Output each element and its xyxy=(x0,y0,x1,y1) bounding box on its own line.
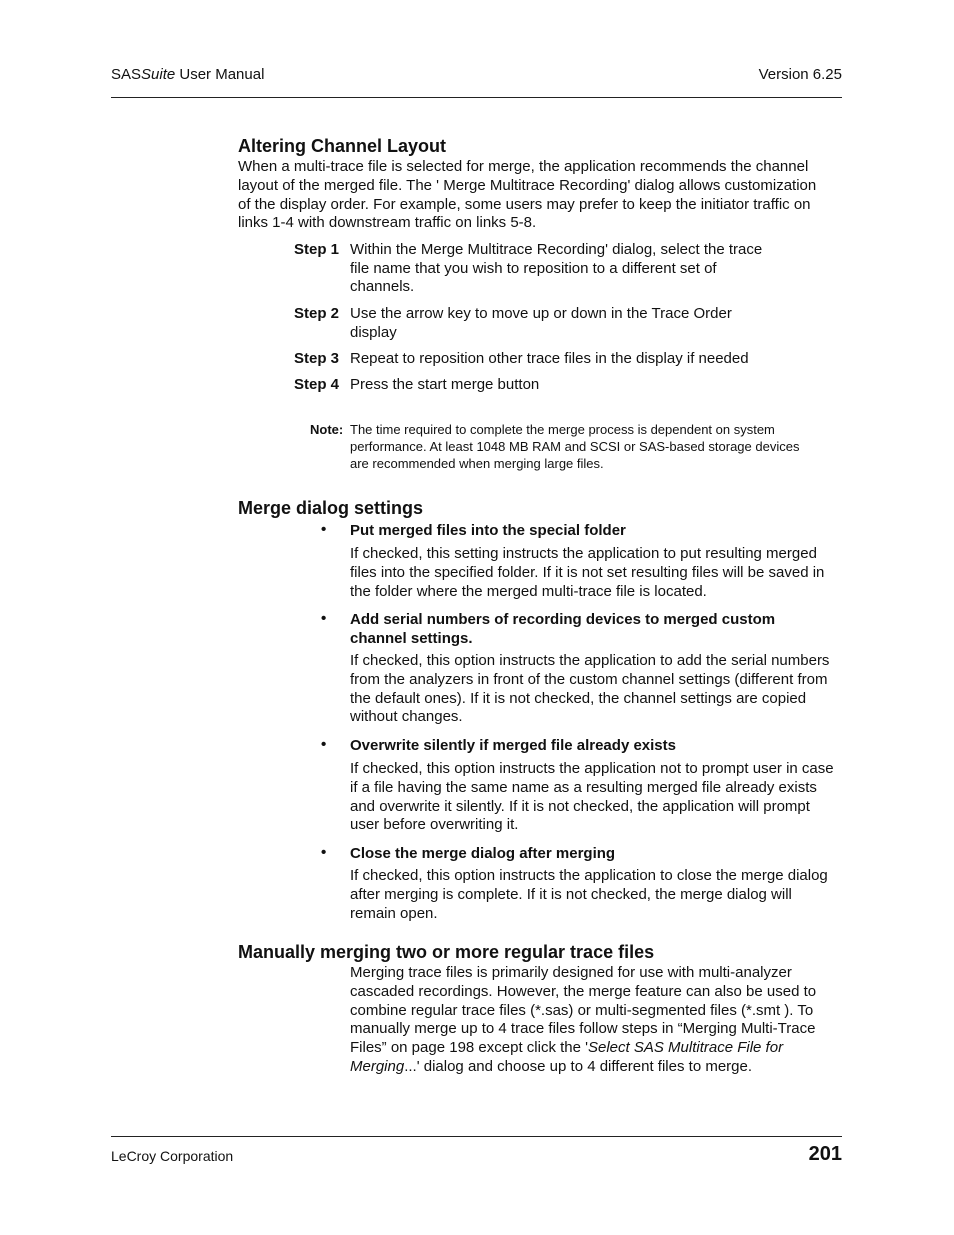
setting-description-line: If checked, this option instructs the application to close the merge dialog xyxy=(350,867,828,884)
manual-title xyxy=(111,66,264,83)
setting-title-line: Overwrite silently if merged file already exists xyxy=(350,737,676,754)
bullet-marker: • xyxy=(321,521,327,538)
dialog-name-italic: Merging xyxy=(350,1057,405,1075)
setting-description-line: user before overwriting it. xyxy=(350,816,519,834)
step-label: Step 2 xyxy=(294,305,340,322)
setting-description-line: without changes. xyxy=(350,708,463,726)
step-text xyxy=(350,241,762,297)
setting-description xyxy=(350,867,842,923)
setting-title xyxy=(350,844,615,863)
altering-intro xyxy=(238,158,842,233)
manual-merge-line xyxy=(350,1039,842,1058)
setting-title-line: Add serial numbers of recording devices to merged custom xyxy=(350,611,776,628)
altering-intro-line: links 1-4 with downstream traffic on links 5-8. xyxy=(238,214,537,232)
manual-title-suffix: User Manual xyxy=(175,66,265,83)
note-text-line: are recommended when merging large files. xyxy=(350,456,604,471)
setting-description-line: remain open. xyxy=(350,904,438,922)
setting-title xyxy=(350,521,626,540)
step-text-line: file name that you wish to reposition to a different set of xyxy=(350,259,717,277)
step-text xyxy=(350,376,539,395)
setting-title-line: Put merged files into the special folder xyxy=(350,522,626,539)
step-text-line: Repeat to reposition other trace files in the display if needed xyxy=(350,350,749,367)
manual-merge-line: manually merge up to 4 trace files follow steps in “Merging Multi-Trace xyxy=(350,1020,816,1038)
version-label: Version 6.25 xyxy=(758,66,842,83)
note-text-line: performance. At least 1048 MB RAM and SCSI or SAS-based storage devices xyxy=(350,439,800,454)
setting-description-line: If checked, this option instructs the application not to prompt user in case xyxy=(350,760,834,777)
setting-title-line: Close the merge dialog after merging xyxy=(350,845,616,862)
manual-title-prefix: SAS xyxy=(111,66,142,83)
setting-description-line: files into the specified folder. If it is not set resulting files will be saved in xyxy=(350,563,825,581)
setting-description xyxy=(350,545,842,601)
manual-merge-line: cascaded recordings. However, the merge feature can also be used to xyxy=(350,982,817,1000)
step-text-line: Use the arrow key to move up or down in the Trace Order xyxy=(350,305,732,322)
step-text-line: display xyxy=(350,323,397,341)
manual-title-italic: Suite xyxy=(141,66,176,83)
header-divider xyxy=(111,97,842,98)
altering-intro-line: of the display order. For example, some users may prefer to keep the initiator traffic on xyxy=(238,195,811,213)
note-text xyxy=(350,421,799,472)
step-text xyxy=(350,350,749,369)
setting-description-line: and overwrite it silently. If it is not checked, the application will prompt xyxy=(350,797,810,815)
setting-description-line: If checked, this setting instructs the application to put resulting merged xyxy=(350,545,817,562)
setting-description-line: the default ones). If it is not checked, the channel settings are copied xyxy=(350,689,807,707)
section-title-merge-settings: Merge dialog settings xyxy=(238,498,424,518)
dialog-name-italic: Select SAS Multitrace File for xyxy=(588,1039,784,1057)
step-text-line: channels. xyxy=(350,278,415,295)
setting-description-line: after merging is complete. If it is not checked, the merge dialog will xyxy=(350,885,792,903)
manual-merge-line: Merging trace files is primarily designed for use with multi-analyzer xyxy=(350,964,792,981)
page-number: 201 xyxy=(808,1143,842,1165)
manual-merge-text: Files” on page 198 except click the ' xyxy=(350,1039,588,1057)
step-label: Step 1 xyxy=(294,241,340,258)
section-title-altering: Altering Channel Layout xyxy=(238,136,447,156)
manual-merge-paragraph xyxy=(350,964,842,1077)
setting-description xyxy=(350,652,842,727)
setting-description-line: from the analyzers in front of the custom channel settings (different from xyxy=(350,670,828,688)
manual-merge-text: ...' dialog and choose up to 4 different files to merge. xyxy=(404,1057,753,1075)
setting-title xyxy=(350,610,775,648)
setting-title xyxy=(350,736,676,755)
note-text-line: The time required to complete the merge process is dependent on system xyxy=(350,422,775,437)
setting-description-line: If checked, this option instructs the application to add the serial numbers xyxy=(350,652,830,669)
bullet-marker: • xyxy=(321,610,327,627)
company-name: LeCroy Corporation xyxy=(111,1148,234,1164)
bullet-marker: • xyxy=(321,736,327,753)
setting-description-line: if a file having the same name as a resulting merged file already exists xyxy=(350,778,817,796)
step-text xyxy=(350,305,732,342)
setting-description xyxy=(350,760,842,835)
setting-title-line: channel settings. xyxy=(350,630,473,647)
section-title-manual-merge: Manually merging two or more regular trace files xyxy=(238,942,655,962)
step-text-line: Within the Merge Multitrace Recording' dialog, select the trace xyxy=(350,241,763,258)
altering-intro-line: layout of the merged file. The ' Merge Multitrace Recording' dialog allows customization xyxy=(238,176,817,194)
step-label: Step 3 xyxy=(294,350,340,367)
step-text-line: Press the start merge button xyxy=(350,376,540,393)
manual-merge-line xyxy=(350,1058,842,1077)
manual-merge-line: combine regular trace files (*.sas) or multi-segmented files (*.smt ). To xyxy=(350,1001,814,1019)
setting-description-line: the folder where the merged multi-trace file is located. xyxy=(350,582,707,600)
altering-intro-line: When a multi-trace file is selected for merge, the application recommends the channel xyxy=(238,158,809,175)
footer-divider xyxy=(111,1136,842,1137)
step-label: Step 4 xyxy=(294,376,340,393)
bullet-marker: • xyxy=(321,844,327,861)
note-label: Note: xyxy=(310,422,344,437)
